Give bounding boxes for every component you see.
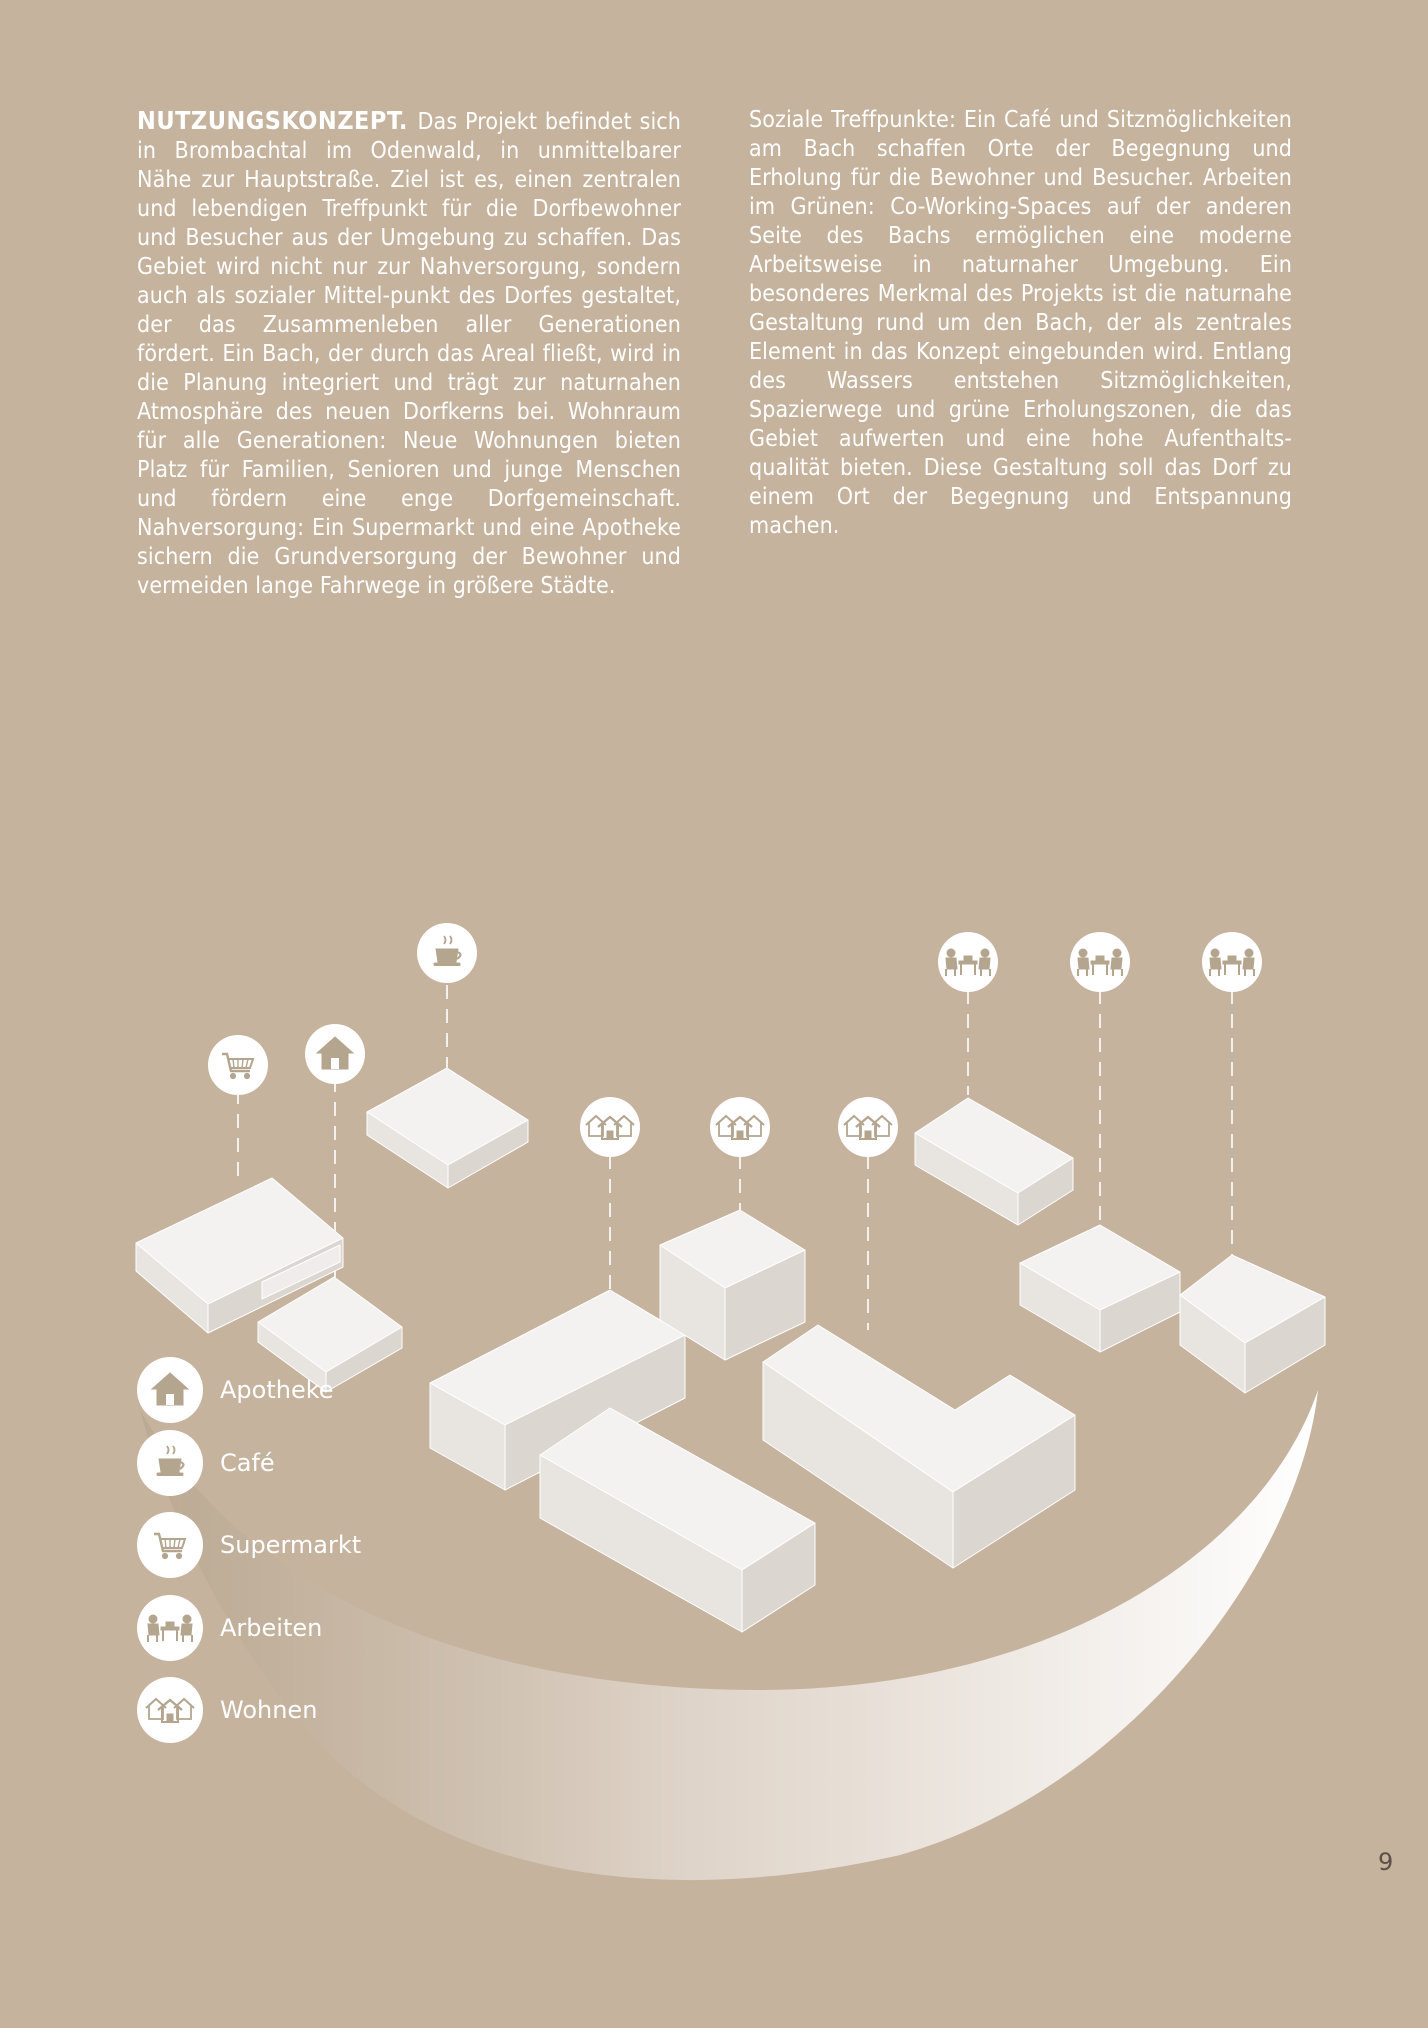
legend-icon-supermarkt [137, 1512, 203, 1578]
coworking-building-1 [915, 1098, 1073, 1225]
marker-cafe [417, 923, 477, 983]
map-markers [208, 923, 1262, 1157]
body-text-left: Das Projekt befindet sich in Brombachtal im Odenwald, in unmittelbarer Nähe zur Hauptstraße. Ziel ist es, einen zentralen und lebendigen Treffpunkt für die Dorfbewohner und Besucher aus der Umgebung zu schaffen. Das Gebiet wird nicht nur zur Nahversorgung, sondern auch als sozialer Mittel-punkt des Dorfes gestaltet, der das Zusammenleben aller Generationen fördert. Ein Bach, der durch das Areal fließt, wird in die Planung integriert und trägt zur naturnahen Atmosphäre des neuen Dorfkerns bei. Wohnraum für alle Generationen: Neue Wohnungen bieten Platz für Familien, Senioren und junge Menschen und fördern eine enge Dorfgemeinschaft. Nahversorgung: Ein Supermarkt und eine Apotheke sichern die Grundversorgung der Bewohner und vermeiden lange Fahrwege in größere Städte. [137, 109, 681, 599]
coworking-building-3 [1180, 1255, 1325, 1393]
marker-housing-1 [580, 1097, 640, 1157]
legend-icons [137, 1357, 203, 1743]
cafe-building [367, 1068, 528, 1188]
coworking-building-2 [1020, 1225, 1180, 1352]
legend-label-apotheke: Apotheke [220, 1376, 334, 1404]
page-number: 9 [1378, 1848, 1394, 1876]
marker-housing-3 [838, 1097, 898, 1157]
marker-housing-2 [710, 1097, 770, 1157]
marker-supermarket [208, 1035, 268, 1095]
marker-coworking-2 [1070, 932, 1130, 992]
legend-label-supermarkt: Supermarkt [220, 1531, 362, 1559]
legend-icon-apotheke [137, 1357, 203, 1423]
legend-icon-arbeiten [137, 1595, 203, 1661]
marker-pharmacy [305, 1024, 365, 1084]
legend-label-wohnen: Wohnen [220, 1696, 318, 1724]
body-text-right: Soziale Treffpunkte: Ein Café und Sitzmöglichkeiten am Bach schaffen Orte der Begegnung und Erholung für die Bewohner und Besucher. Arbeiten im Grünen: Co-Working-Spaces auf der anderen Seite des Bachs ermöglichen eine moderne Arbeitsweise in naturnaher Umgebung. Ein besonderes Merkmal des Projekts ist die naturnahe Gestaltung rund um den Bach, der als zentrales Element in das Konzept eingebunden wird. Entlang des Wassers entstehen Sitzmöglichkeiten, Spazierwege und grüne Erholungszonen, die das Gebiet aufwerten und eine hohe Aufenthalts-qualität bieten. Diese Gestaltung soll das Dorf zu einem Ort der Begegnung und Entspannung machen. [749, 107, 1292, 539]
legend-label-cafe: Café [220, 1449, 275, 1477]
marker-coworking-3 [1202, 932, 1262, 992]
legend-icon-wohnen [137, 1677, 203, 1743]
legend-icon-cafe [137, 1430, 203, 1496]
section-title: NUTZUNGSKONZEPT. [137, 106, 418, 135]
marker-coworking-1 [938, 932, 998, 992]
legend-label-arbeiten: Arbeiten [220, 1614, 323, 1642]
